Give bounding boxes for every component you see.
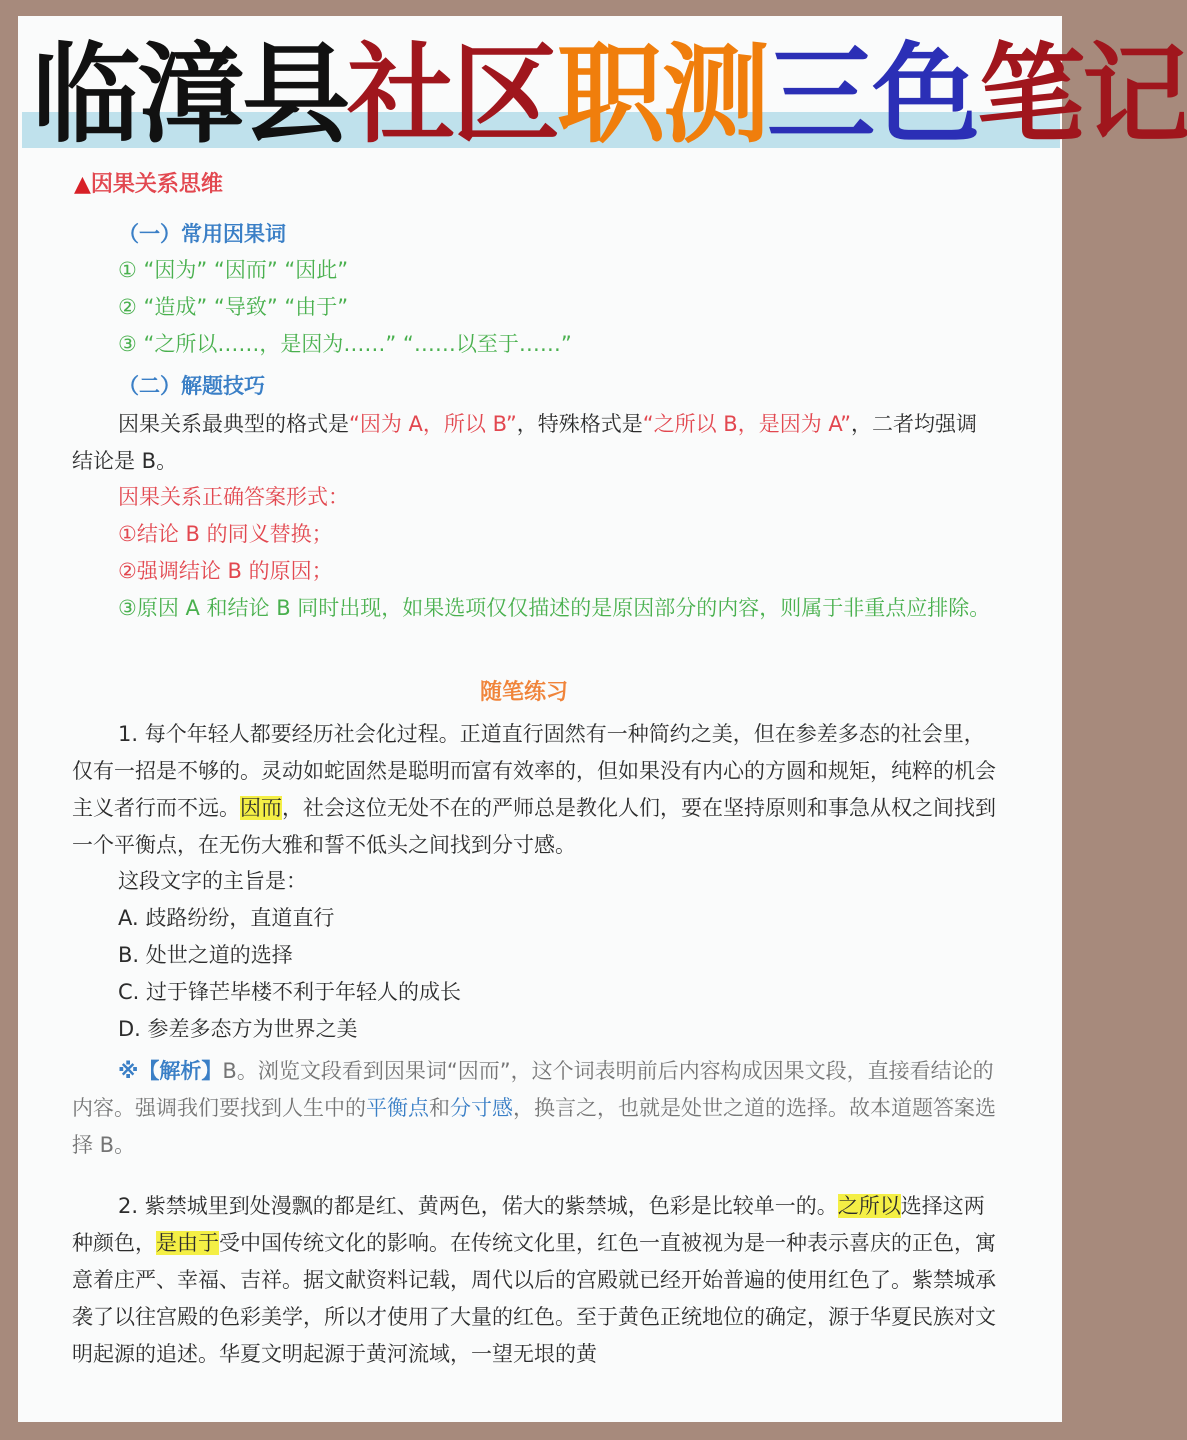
intro-text-c: ，特殊格式是 xyxy=(516,412,643,436)
title-part-notes: 笔记 xyxy=(977,33,1187,158)
analysis-and: 和 xyxy=(429,1096,450,1120)
title-part-three-color: 三色 xyxy=(767,33,978,158)
q1-text-a: 1. 每个年轻人都要经历社会化过程。正道直行固然有一种简约之美，但在参差多态的社会里，仅有一招是不够的。灵动如蛇固然是聪明而富有效率的，但如果没有内心的方圆和规矩，纯粹的机会主义者行而不远。 xyxy=(72,722,996,820)
note-sheet xyxy=(18,16,1187,1422)
q1-text-b: ，社会这位无处不在的严师总是教化人们，要在坚持原则和事急从权之间找到一个平衡点，在无伤大雅和誓不低头之间找到分寸感。 xyxy=(72,796,996,857)
intro-format-typical: “因为 A，所以 B” xyxy=(349,412,517,436)
intro-text-a: 因果关系最典型的格式是 xyxy=(118,412,349,436)
answer-form-title: 因果关系正确答案形式： xyxy=(118,485,349,509)
sub1-title: （一）常用因果词 xyxy=(118,222,286,246)
sub1-item-3: ③ “之所以……，是因为……” “……以至于……” xyxy=(118,332,572,356)
intro-format-special: “之所以 B，是因为 A” xyxy=(642,412,852,436)
q1-option-c: C. 过于锋芒毕楼不利于年轻人的成长 xyxy=(118,980,462,1004)
q2-text-a: 2. 紫禁城里到处漫飘的都是红、黄两色，偌大的紫禁城，色彩是比较单一的。 xyxy=(118,1194,838,1218)
answer-form-item-3: ③原因 A 和结论 B 同时出现，如果选项仅仅描述的是原因部分的内容，则属于非重点应排除。 xyxy=(118,596,991,620)
question-2-text xyxy=(72,1188,996,1373)
q1-option-a: A. 歧路纷纷，直道直行 xyxy=(118,906,335,930)
title-part-community: 社区 xyxy=(347,33,558,158)
analysis-text-a: B。浏览文段看到因果词“因而”，这个词表明前后内容构成因果文段，直接看结论的内容。强调我们要找到人生中的 xyxy=(72,1059,994,1120)
sub1-item-1: ① “因为” “因而” “因此” xyxy=(118,258,349,282)
q2-text-c: 受中国传统文化的影响。在传统文化里，红色一直被视为是一种表示喜庆的正色，寓意着庄严、幸福、吉祥。据文献资料记载，周代以后的宫殿就已经开始普遍的使用红色了。紫禁城承袭了以往宫殿的色彩美学，所以才使用了大量的红色。至于黄色正统地位的确定，源于华夏民族对文明起源的追述。华夏文明起源于黄河流域，一望无垠的黄 xyxy=(72,1231,996,1366)
title-part-test: 职测 xyxy=(557,33,768,158)
q1-analysis xyxy=(72,1053,996,1164)
q2-highlight-shiyouyu: 是由于 xyxy=(156,1231,219,1255)
answer-form-item-1: ①结论 B 的同义替换； xyxy=(118,522,333,546)
analysis-keyword-balance: 平衡点 xyxy=(366,1096,429,1120)
analysis-mark: ※【解析】 xyxy=(118,1059,223,1083)
q2-text-b: 选择这两种颜色， xyxy=(72,1194,985,1255)
note-content xyxy=(18,16,1062,1422)
question-1-text xyxy=(72,716,996,864)
sub2-title: （二）解题技巧 xyxy=(118,374,265,398)
analysis-text-b: ，换言之，也就是处世之道的选择。故本道题答案选择 B。 xyxy=(72,1096,996,1157)
q2-highlight-zhisuoyi: 之所以 xyxy=(837,1194,901,1218)
q1-option-b: B. 处世之道的选择 xyxy=(118,943,293,967)
sub1-item-2: ② “造成” “导致” “由于” xyxy=(118,295,349,319)
practice-heading: 随笔练习 xyxy=(480,680,569,705)
q1-highlight-yiner: 因而 xyxy=(240,796,282,820)
section-heading xyxy=(74,166,223,203)
sub2-intro xyxy=(72,406,996,480)
q1-option-d: D. 参差多态方为世界之美 xyxy=(118,1017,358,1041)
section-heading-text: 因果关系思维 xyxy=(90,172,223,197)
title-part-county: 临漳县 xyxy=(32,33,348,158)
q1-stem: 这段文字的主旨是： xyxy=(118,869,307,893)
answer-form-item-2: ②强调结论 B 的原因； xyxy=(118,559,333,583)
intro-text-e: ，二者均强调结论是 B。 xyxy=(72,412,978,473)
analysis-keyword-measure: 分寸感 xyxy=(450,1096,513,1120)
triangle-icon: ▲ xyxy=(74,172,91,197)
